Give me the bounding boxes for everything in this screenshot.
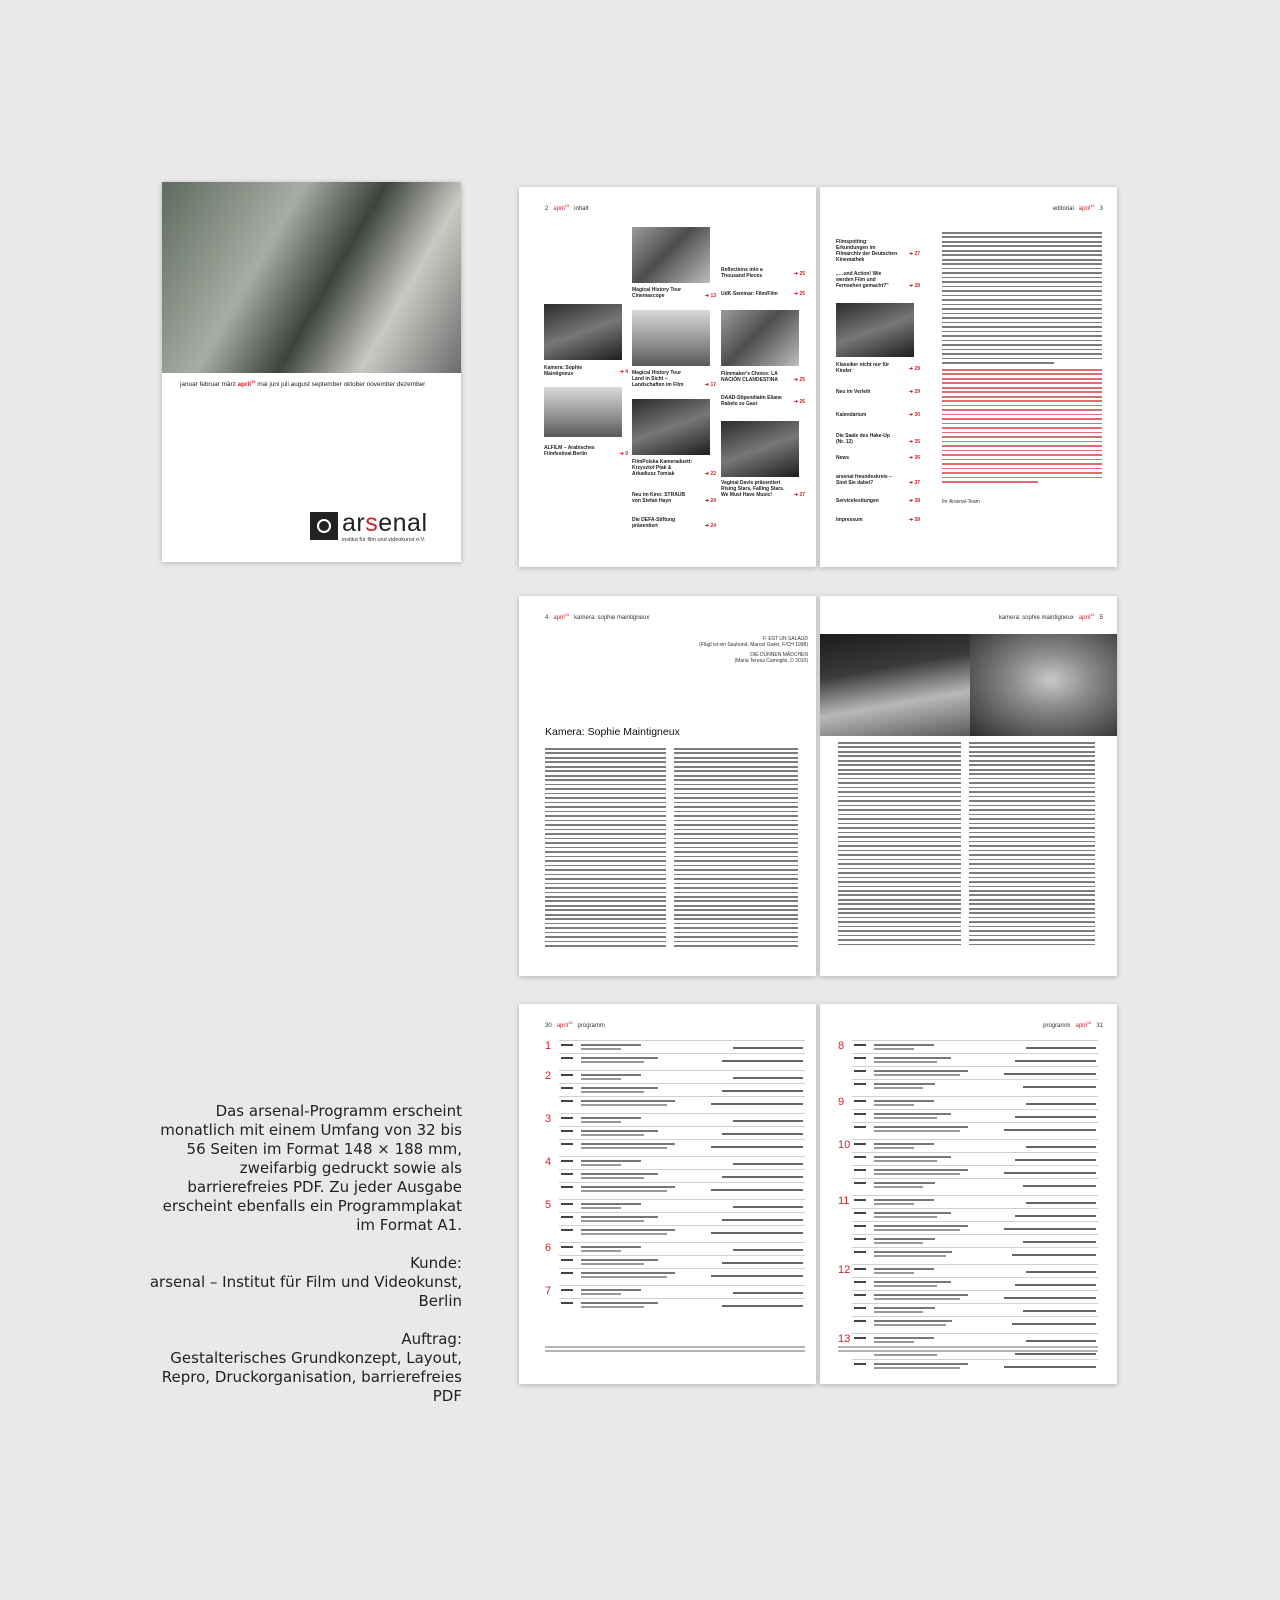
program-screening-row xyxy=(852,1178,1098,1190)
program-screening-row xyxy=(852,1122,1098,1134)
image-captions xyxy=(658,636,808,664)
page-num: 2 xyxy=(545,206,549,212)
program-screening-row xyxy=(559,1083,805,1095)
header-year: 15 xyxy=(564,612,570,617)
program-legend-right xyxy=(838,1346,1098,1360)
program-day-number: 8 xyxy=(838,1040,845,1052)
program-screening-row xyxy=(852,1359,1098,1371)
program-day-number: 10 xyxy=(838,1139,851,1151)
toc-item[interactable] xyxy=(721,291,805,297)
toc-item[interactable] xyxy=(836,474,920,486)
page-programm-left xyxy=(519,1004,816,1384)
program-screening-row xyxy=(559,1053,805,1065)
page-num: 31 xyxy=(1096,1023,1103,1029)
program-grid-right xyxy=(820,1040,1109,1345)
toc-item[interactable] xyxy=(836,498,920,504)
film-still-salaud xyxy=(820,634,970,736)
program-screening-row xyxy=(559,1212,805,1224)
program-day-number: 5 xyxy=(545,1199,552,1211)
toc-photo-alfilm xyxy=(544,387,622,437)
program-screening-row xyxy=(559,1268,805,1280)
toc-page-number: ➔ 26 xyxy=(793,399,805,405)
cover-year: 15 xyxy=(251,379,256,384)
caption-2: DIE DÜNNEN MÄDCHEN xyxy=(750,652,808,658)
page-num: 5 xyxy=(1099,615,1103,621)
toc-page-number: ➔ 30 xyxy=(908,412,920,418)
cover-months-before: januar februar märz xyxy=(180,381,236,389)
toc-item[interactable] xyxy=(836,239,920,263)
program-screening-row xyxy=(559,1255,805,1267)
header-month: april xyxy=(1078,206,1091,212)
article-column-1 xyxy=(545,748,666,954)
header-year: 15 xyxy=(1090,612,1095,617)
toc-label: Reflections into a Thousand Pieces xyxy=(721,267,763,279)
program-screening-row xyxy=(852,1303,1098,1315)
page-header-left xyxy=(545,203,589,212)
program-screening-row xyxy=(852,1234,1098,1246)
toc-label: Servicelesitungen xyxy=(836,498,879,504)
toc-photo-klassiker xyxy=(836,303,914,357)
program-day-number: 9 xyxy=(838,1096,845,1108)
toc-label: Filmspotting: Erkundungen im Filmarchiv der Deutschen Kinemathek xyxy=(836,239,898,263)
program-screening-row xyxy=(559,1113,805,1125)
client-label: Kunde: xyxy=(410,1254,462,1272)
film-still-maedchen xyxy=(970,634,1117,736)
program-screening-row xyxy=(852,1165,1098,1177)
toc-label: Filmmaker's Choice: LA NACIÓN CLANDESTINA xyxy=(721,371,778,383)
page-header-right xyxy=(1043,1020,1103,1029)
program-screening-row xyxy=(559,1242,805,1254)
toc-item[interactable] xyxy=(544,445,628,457)
toc-photo-landschaft xyxy=(632,310,710,366)
page-kamera-left xyxy=(519,596,816,976)
toc-item[interactable] xyxy=(632,517,716,529)
logo-suffix: enal xyxy=(378,509,428,537)
page-editorial xyxy=(820,187,1117,567)
toc-label: „…und Action! Wie werden Film und Fernsehen gemacht?" xyxy=(836,271,889,289)
toc-item[interactable] xyxy=(721,480,805,498)
spread-inhalt-editorial xyxy=(519,187,1117,567)
program-screening-row xyxy=(559,1169,805,1181)
toc-label: Klassiker nicht nur für Kinder xyxy=(836,362,890,374)
page-kamera-right xyxy=(820,596,1117,976)
toc-item[interactable] xyxy=(632,287,716,299)
program-screening-row xyxy=(852,1264,1098,1276)
toc-page-number: ➔ 28 xyxy=(908,366,920,372)
program-screening-row xyxy=(852,1139,1098,1151)
page-header-right xyxy=(999,612,1103,621)
page-header-left xyxy=(545,612,649,621)
cover-months xyxy=(180,379,425,388)
cover-months-after: mai juni juli august september oktober november dezember xyxy=(257,381,426,389)
toc-item[interactable] xyxy=(836,455,920,461)
program-grid-left xyxy=(519,1040,816,1340)
program-screening-row xyxy=(559,1285,805,1297)
program-screening-row xyxy=(852,1079,1098,1091)
toc-page-number: ➔ 37 xyxy=(908,480,920,486)
program-screening-row xyxy=(852,1040,1098,1052)
toc-label: DAAD-Stipendiatin Eliane Rabelo zu Gast xyxy=(721,395,782,407)
toc-label: Magical History Tour Land in Sicht – Landschaften im Film xyxy=(632,370,684,388)
header-year: 15 xyxy=(1086,1020,1092,1025)
section-name: inhalt xyxy=(574,206,589,212)
toc-item[interactable] xyxy=(836,389,920,395)
program-screening-row xyxy=(559,1182,805,1194)
toc-label: FilmPolska Kameraduett: Krzysztof Ptak & Arkadiusz Tomiak xyxy=(632,459,693,477)
program-screening-row xyxy=(559,1156,805,1168)
page-header-left xyxy=(545,1020,605,1029)
toc-page-number: ➔ 28 xyxy=(908,283,920,289)
toc-page-number: ➔ 13 xyxy=(704,293,716,299)
toc-page-number: ➔ 25 xyxy=(793,291,805,297)
caption-2-sub: (Maria Teresa Camoglio, D 2010) xyxy=(734,658,808,664)
program-screening-row xyxy=(559,1139,805,1151)
editorial-text-german xyxy=(942,232,1102,367)
toc-page-number: ➔ 25 xyxy=(793,377,805,383)
header-year: 15 xyxy=(1090,203,1095,208)
program-screening-row xyxy=(852,1333,1098,1345)
toc-photo-filmmakers-choice xyxy=(721,310,799,366)
page-num: 3 xyxy=(1099,206,1103,212)
header-month: april xyxy=(1075,1023,1087,1029)
toc-item[interactable] xyxy=(836,517,920,523)
program-day-number: 6 xyxy=(545,1242,552,1254)
toc-page-number: ➔ 25 xyxy=(793,271,805,277)
arsenal-logo xyxy=(310,509,450,546)
toc-page-number: ➔ 24 xyxy=(704,498,716,504)
toc-label: UdK-Seminar: Film/Film xyxy=(721,291,778,297)
section-name: kamera: sophie maintigneux xyxy=(574,615,650,621)
toc-item[interactable] xyxy=(721,267,805,279)
toc-item[interactable] xyxy=(836,433,920,445)
caption-1-sub: (Flügl ist ein Sauhund, Marcel Gisler, F/CH 1998) xyxy=(699,642,808,648)
section-name: editorial xyxy=(1052,206,1074,212)
toc-page-number: ➔ 39 xyxy=(908,517,920,523)
program-screening-row xyxy=(852,1195,1098,1207)
article-title: Kamera: Sophie Maintigneux xyxy=(545,726,680,738)
toc-item[interactable] xyxy=(721,371,805,383)
toc-item[interactable] xyxy=(721,395,805,407)
header-year: 15 xyxy=(568,1020,573,1025)
toc-label: Die DEFA-Stiftung präsentiert xyxy=(632,517,676,529)
toc-page-number: ➔ 35 xyxy=(908,439,920,445)
toc-label: Neu im Kino: STRAUB von Stefan Hayn xyxy=(632,492,686,504)
program-screening-row xyxy=(852,1247,1098,1259)
project-description xyxy=(140,1102,462,1425)
header-month: april xyxy=(556,1023,569,1029)
program-screening-row xyxy=(559,1126,805,1138)
toc-page-number: ➔ 27 xyxy=(793,492,805,498)
toc-photo-filmpolska xyxy=(632,399,710,455)
toc-page-number: ➔ 17 xyxy=(704,382,716,388)
toc-page-number: ➔ 29 xyxy=(908,389,920,395)
toc-page-number: ➔ 4 xyxy=(619,369,628,375)
article-column-2 xyxy=(674,748,798,954)
client-name: arsenal – Institut für Film und Videokunst, Berlin xyxy=(149,1273,462,1310)
editorial-signoff: Ihr Arsenal-Team xyxy=(942,499,980,505)
page-inhalt xyxy=(519,187,816,567)
toc-label: arsenal freundeskreis – Sind Sie dabei? xyxy=(836,474,892,486)
toc-photo-vaginal-davis xyxy=(721,421,799,477)
program-screening-row xyxy=(852,1277,1098,1289)
article-column-3 xyxy=(838,742,961,954)
program-screening-row xyxy=(559,1199,805,1211)
program-day-number: 3 xyxy=(545,1113,552,1125)
program-day-number: 12 xyxy=(838,1264,851,1276)
caption-1: F. EST UN SALAUD xyxy=(763,636,808,642)
toc-page-number: ➔ 9 xyxy=(619,451,628,457)
program-screening-row xyxy=(852,1208,1098,1220)
program-legend-left xyxy=(545,1346,805,1360)
toc-item[interactable] xyxy=(836,362,920,374)
program-day-number: 4 xyxy=(545,1156,552,1168)
toc-label: Kamera: Sophie Maintigneux xyxy=(544,365,583,377)
program-screening-row xyxy=(852,1316,1098,1328)
program-screening-row xyxy=(852,1109,1098,1121)
program-day-number: 7 xyxy=(545,1285,552,1297)
spread-kamera xyxy=(519,596,1117,976)
program-screening-row xyxy=(852,1152,1098,1164)
spread-programm xyxy=(519,1004,1117,1384)
toc-label: Die Saale des Hake-Up (Nr. 12) xyxy=(836,433,890,445)
program-screening-row xyxy=(559,1298,805,1310)
section-name: kamera: sophie maintigneux xyxy=(998,615,1074,621)
toc-label: Neu im Verleih xyxy=(836,389,871,395)
toc-photo-cinemascope xyxy=(632,227,710,283)
toc-item[interactable] xyxy=(544,365,628,377)
cover-photo xyxy=(162,182,461,373)
program-screening-row xyxy=(852,1066,1098,1078)
toc-label: Impressum xyxy=(836,517,863,523)
program-screening-row xyxy=(559,1070,805,1082)
toc-label: ALFILM – Arabisches Filmfestival Berlin xyxy=(544,445,595,457)
header-year: 15 xyxy=(564,203,570,208)
toc-label: Kalendarium xyxy=(836,412,867,418)
header-month: april xyxy=(1078,615,1091,621)
toc-item[interactable] xyxy=(632,459,716,477)
program-day-number: 1 xyxy=(545,1040,552,1052)
program-day-number: 11 xyxy=(838,1195,850,1207)
section-name: programm xyxy=(1043,1023,1071,1029)
article-column-4 xyxy=(969,742,1095,954)
toc-label: Magical History Tour Cinemascope xyxy=(632,287,682,299)
program-screening-row xyxy=(559,1096,805,1108)
program-screening-row xyxy=(852,1221,1098,1233)
program-screening-row xyxy=(852,1053,1098,1065)
logo-prefix: ar xyxy=(342,509,366,537)
toc-label: News xyxy=(836,455,850,461)
cover-month-current: april xyxy=(237,381,252,389)
page-num: 30 xyxy=(545,1023,552,1029)
header-month: april xyxy=(553,206,565,212)
toc-item[interactable] xyxy=(836,271,920,289)
program-screening-row xyxy=(852,1096,1098,1108)
page-header-right xyxy=(1053,203,1103,212)
toc-photo-kamera xyxy=(544,304,622,360)
program-screening-row xyxy=(559,1225,805,1237)
logo-mark-icon xyxy=(310,512,338,540)
page-programm-right xyxy=(820,1004,1117,1384)
toc-page-number: ➔ 27 xyxy=(908,251,920,257)
cover-page xyxy=(162,182,461,562)
page-num: 4 xyxy=(545,615,549,621)
program-screening-row xyxy=(852,1290,1098,1302)
toc-page-number: ➔ 22 xyxy=(704,471,716,477)
program-day-number: 13 xyxy=(838,1333,851,1345)
order-text: Gestalterisches Grundkonzept, Layout, Repro, Druckorganisation, barrierefreies PDF xyxy=(161,1349,462,1405)
toc-label: Vaginal Davis präsentiert Rising Stars, Falling Stars. We Must Have Music! xyxy=(721,480,785,498)
toc-item[interactable] xyxy=(632,370,716,388)
editorial-text-english xyxy=(942,369,1102,495)
toc-page-number: ➔ 24 xyxy=(704,523,716,529)
toc-item[interactable] xyxy=(632,492,716,504)
order-label: Auftrag: xyxy=(401,1330,462,1348)
program-screening-row xyxy=(559,1040,805,1052)
logo-subtitle: institut für film und videokunst e.V. xyxy=(342,537,426,543)
header-month: april xyxy=(553,615,565,621)
toc-item[interactable] xyxy=(836,412,920,418)
toc-page-number: ➔ 38 xyxy=(908,498,920,504)
program-day-number: 2 xyxy=(545,1070,552,1082)
logo-red-letter: s xyxy=(365,509,379,537)
toc-page-number: ➔ 36 xyxy=(908,455,920,461)
section-name: programm xyxy=(577,1023,605,1029)
description-intro: Das arsenal-Programm erscheint monatlich mit einem Umfang von 32 bis 56 Seiten im Format 148 × 188 mm, zweifarbig gedruckt sowie als barrierefreies PDF. Zu jeder Ausgabe erscheint ebenfalls ein Programmplakat im Format A1. xyxy=(160,1102,462,1234)
